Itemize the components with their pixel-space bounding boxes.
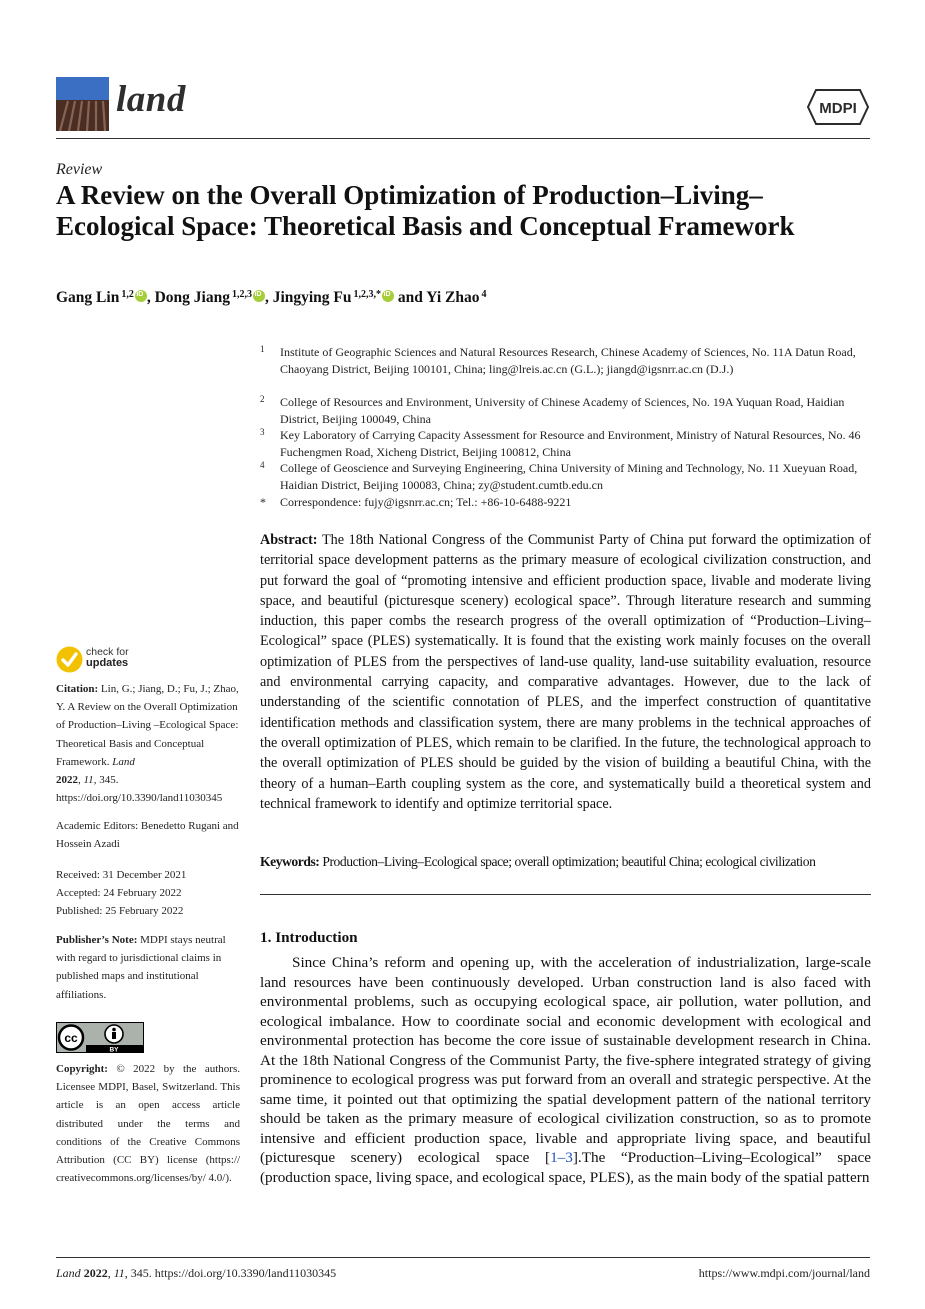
check-updates-button[interactable] <box>86 647 129 669</box>
cc-by-license-badge[interactable] <box>56 1022 144 1053</box>
footer-citation: Land 2022, 11, 345. https://doi.org/10.3390/land11030345 <box>56 1266 337 1280</box>
citation-journal: Land <box>112 755 135 768</box>
check-updates-icon[interactable] <box>56 646 83 673</box>
footer-journal: Land <box>56 1266 81 1280</box>
pubnote-label: Publisher’s Note: <box>56 934 138 946</box>
abstract-rule <box>260 894 871 895</box>
citation-volume: 11 <box>83 774 94 787</box>
keywords-text: Production–Living–Ecological space; overall optimization; beautiful China; ecological civilization <box>322 854 816 869</box>
author-affiliation-marker: 4 <box>481 289 487 300</box>
svg-text:MDPI: MDPI <box>819 100 857 117</box>
author-affiliation-marker: 1,2,3,* <box>353 289 382 300</box>
check-updates-line2: updates <box>86 657 129 669</box>
citation-link-3[interactable]: 3 <box>565 1149 573 1166</box>
author-name: Jingying Fu <box>272 289 352 306</box>
article-title: A Review on the Overall Optimization of Production–Living–Ecological Space: Theoretical Basis and Conceptual Framework <box>56 180 795 241</box>
author-affiliation-marker: 1,2 <box>121 289 134 300</box>
footer-volume: 11 <box>113 1266 125 1280</box>
author-name: Dong Jiang <box>154 289 230 306</box>
copyright-text: © 2022 by the authors. Licensee MDPI, Basel, Switzerland. This article is an open access article distributed under the terms and conditions of the Creative Commons Attribution (CC BY) license (https:// creativecommons.org/licenses/by/ 4.0/). <box>56 1063 240 1185</box>
affiliation-text: Key Laboratory of Carrying Capacity Assessment for Resource and Environment, Ministry of Natural Resources, No. 46 Fuchengmen Road, Xicheng District, Beijing 100812, China <box>280 428 861 459</box>
abstract-text: The 18th National Congress of the Communist Party of China put forward the optimization of territorial space development patterns as the primary measure of ecological civilization construction, and put forward the goal of “promoting intensive and efficient production space, livable and moderate living space, and beautiful (picturesque scenery) ecological space”. Through literature research and summing induction, this paper combs the research progress of the overall optimization of “Production–Living–Ecological” space (PLES) systematically. It is found that the existing work mainly focuses on the overall optimization of PLES from the perspectives of land-use quality, land-use suitability evaluation, resource and environmental carrying capacity, and comparative advantages. However, due to the lack of understanding of the scientific connotation of PLES, and the imperfect construction of quantitative identification methods and classification system, there are many problems in the technical approaches of the overall optimization of PLES, which remain to be clarified. In the future, the technological approach to the overall optimization of PLES should be guided by the vision of building a beautiful China, with the theory of a human–Earth coupling system as the core, and systematically build a theoretical system and technical framework to identify and optimize territorial space. <box>260 532 871 812</box>
cc-by-label: BY <box>109 1046 119 1053</box>
author-separator: and <box>394 289 427 306</box>
keywords-label: Keywords: <box>260 854 320 869</box>
intro-text-continued: ].The “Production–Living–Ecological” space (production space, living space, and ecological space, PLES), as the main body of the spatial pattern <box>260 1149 872 1186</box>
header-rule <box>56 138 870 139</box>
published-date: Published: 25 February 2022 <box>56 905 184 918</box>
citation-label: Citation: <box>56 683 99 695</box>
footer-journal-url[interactable]: https://www.mdpi.com/journal/land <box>698 1266 870 1280</box>
academic-editors: Academic Editors: Benedetto Rugani and Hossein Azadi <box>56 820 239 851</box>
abstract-label: Abstract: <box>260 532 318 548</box>
affiliation-text: Institute of Geographic Sciences and Natural Resources Research, Chinese Academy of Sciences, No. 11A Datun Road, Chaoyang District, Beijing 100101, China; ling@lreis.ac.cn (G.L.); jiangd@igsnrr.ac.cn (D.J.) <box>280 345 856 376</box>
publication-dates <box>56 866 240 921</box>
intro-paragraph <box>260 953 871 1187</box>
citation-doi[interactable]: , 345. https://doi.org/10.3390/land11030345 <box>56 774 223 805</box>
citation-text: Lin, G.; Jiang, D.; Fu, J.; Zhao, Y. A Review on the Overall Optimization of Production–Living –Ecological Space: Theoretical Basis and Conceptual Framework. <box>56 683 239 768</box>
citation-block: Citation: Lin, G.; Jiang, D.; Fu, J.; Zhao, Y. A Review on the Overall Optimization of Production–Living –Ecological Space: Theoretical Basis and Conceptual Framework. Land 2022, 11, 345. https://doi.org/10.3390/land11030345 <box>56 683 239 805</box>
orcid-icon[interactable] <box>253 290 265 302</box>
affiliation-text: Correspondence: fujy@igsnrr.ac.cn; Tel.: +86-10-6488-9221 <box>280 495 572 509</box>
intro-text: Since China’s reform and opening up, with the acceleration of industrialization, large-scale land resources have been continuously developed. Urban construction land is also faced with environmental problems, such as occupying ecological space, air pollution, water pollution, and ecological imbalance. How to coordinate social and economic development with ecological and environmental protection has become the core issue of sustainable development research in China. At the 18th National Congress of the Communist Party, the five-sphere integrated strategy of giving prominence to ecological progress was put forward from an overall and strategic perspective. At the same time, it pointed out that optimizing the spatial development pattern of the national territory should be taken as the primary measure of ecological civilization construction, so as to promote intensive and efficient production space, livable and appropriate living space, and beautiful (picturesque scenery) ecological space [ <box>260 954 871 1166</box>
author-list <box>56 289 876 307</box>
affiliation-text: College of Geoscience and Surveying Engineering, China University of Mining and Technology, No. 11 Xueyuan Road, Haidian District, Beijing 100083, China; zy@student.cumtb.edu.cn <box>280 461 858 492</box>
journal-logo <box>56 77 109 131</box>
copyright-notice <box>56 1060 240 1187</box>
author-affiliation-marker: 1,2,3 <box>231 289 252 300</box>
citation-year: 2022 <box>56 774 78 787</box>
abstract <box>260 530 871 814</box>
pubnote-text: MDPI stays neutral with regard to jurisdictional claims in published maps and institutional affiliations. <box>56 934 226 1001</box>
journal-name: land <box>116 79 186 120</box>
copyright-label: Copyright: <box>56 1063 108 1075</box>
footer-year: 2022 <box>83 1266 108 1280</box>
publisher-logo <box>806 88 870 126</box>
check-updates-line1: check for <box>86 646 129 658</box>
keywords <box>260 852 876 872</box>
citation-link-1[interactable]: 1 <box>550 1149 558 1166</box>
affiliation-number: 1 <box>260 344 265 354</box>
section-heading: 1. Introduction <box>260 929 358 946</box>
affiliation-number: 2 <box>260 394 265 404</box>
author-name: Gang Lin <box>56 289 120 306</box>
svg-text:cc: cc <box>64 1031 78 1045</box>
article-type: Review <box>56 161 103 178</box>
citation-dash: – <box>557 1149 566 1166</box>
footer-doi[interactable]: , 345. https://doi.org/10.3390/land11030345 <box>124 1266 337 1280</box>
author-name: Yi Zhao <box>426 289 480 306</box>
accepted-date: Accepted: 24 February 2022 <box>56 887 182 900</box>
author-separator: , <box>146 289 155 306</box>
affiliation-text: College of Resources and Environment, University of Chinese Academy of Sciences, No. 19A Yuquan Road, Haidian District, Beijing 100049, China <box>280 395 845 426</box>
publishers-note <box>56 931 240 1004</box>
affiliation-number: 3 <box>260 427 265 437</box>
received-date: Received: 31 December 2021 <box>56 869 187 881</box>
orcid-icon[interactable] <box>135 290 147 302</box>
author-separator: , <box>264 289 273 306</box>
footer-rule <box>56 1257 870 1258</box>
affiliation-number: 4 <box>260 460 265 470</box>
affiliation-number: * <box>260 495 266 509</box>
orcid-icon[interactable] <box>382 290 394 302</box>
